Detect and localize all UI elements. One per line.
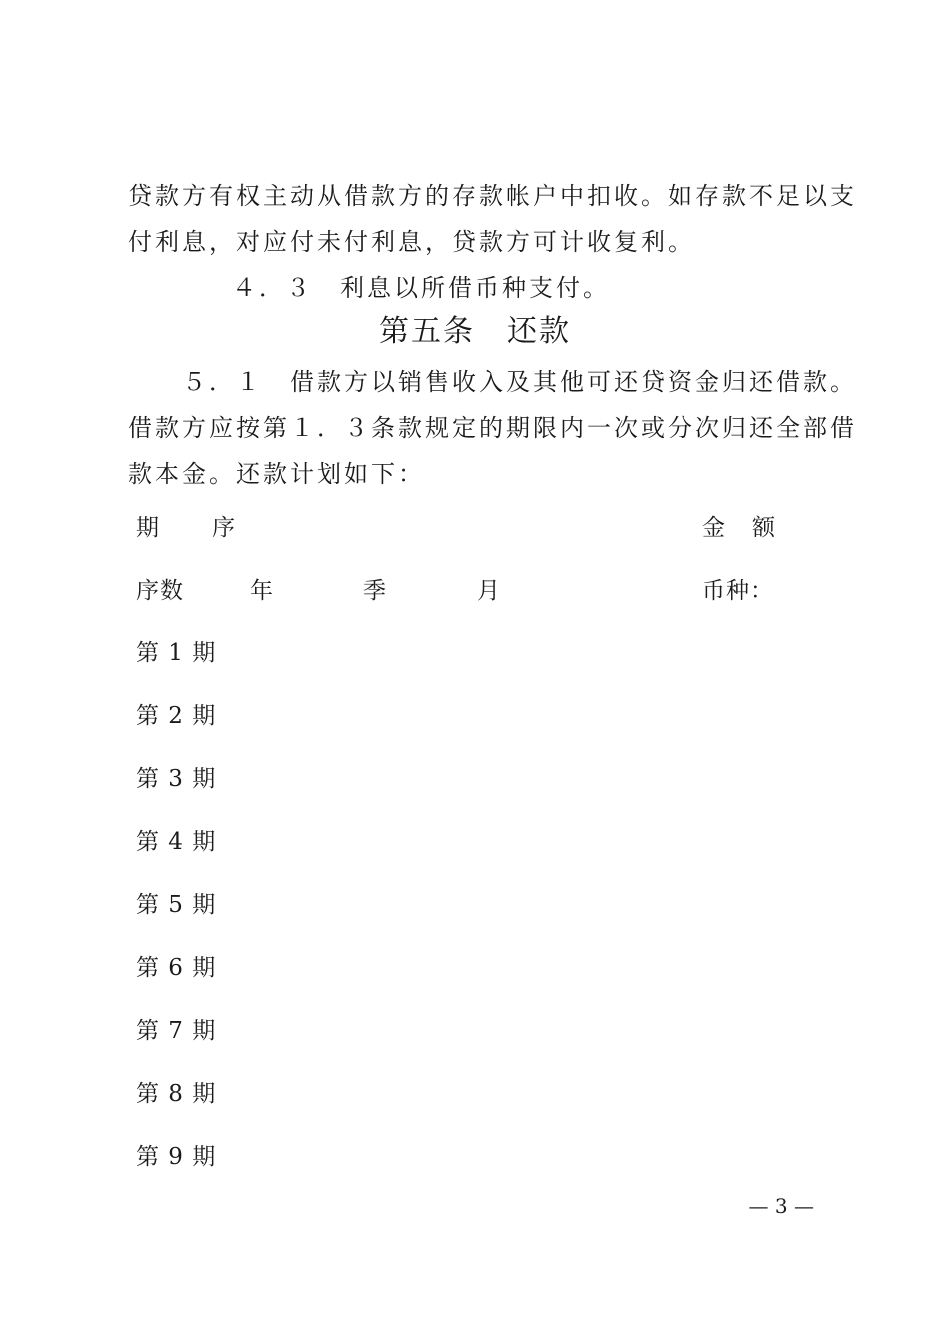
header-amount-2: 额 xyxy=(752,515,776,541)
clause-5-1-line-3: 款本金。还款计划如下： xyxy=(128,460,425,488)
header-period: 期 xyxy=(136,515,160,541)
schedule-row: 第 6 期 xyxy=(136,955,217,981)
schedule-row: 第 8 期 xyxy=(136,1081,217,1107)
schedule-row: 第 3 期 xyxy=(136,766,217,792)
header-currency: 币种： xyxy=(702,578,774,604)
schedule-row: 第 4 期 xyxy=(136,829,217,855)
schedule-row: 第 2 期 xyxy=(136,703,217,729)
header-order: 序 xyxy=(212,515,236,541)
clause-5-1-line-2: 借款方应按第１．３条款规定的期限内一次或分次归还全部借 xyxy=(128,414,857,442)
article-heading: 第五条 还款 xyxy=(379,314,571,349)
clause-5-1-line-1: ５．１ 借款方以销售收入及其他可还贷资金归还借款。 xyxy=(182,368,857,396)
header-amount: 金 xyxy=(702,515,726,541)
header-month: 月 xyxy=(477,578,501,604)
paragraph-line-2: 付利息，对应付未付利息，贷款方可计收复利。 xyxy=(128,228,695,256)
schedule-row: 第 5 期 xyxy=(136,892,217,918)
paragraph-line-1: 贷款方有权主动从借款方的存款帐户中扣收。如存款不足以支 xyxy=(128,182,857,210)
header-seq: 序数 xyxy=(136,578,184,604)
page-number: — 3 — xyxy=(748,1194,814,1218)
header-year: 年 xyxy=(250,578,274,604)
header-quarter: 季 xyxy=(363,578,387,604)
schedule-row: 第 1 期 xyxy=(136,640,217,666)
clause-4-3: ４．３ 利息以所借币种支付。 xyxy=(232,274,610,302)
schedule-row: 第 7 期 xyxy=(136,1018,217,1044)
schedule-row: 第 9 期 xyxy=(136,1144,217,1170)
